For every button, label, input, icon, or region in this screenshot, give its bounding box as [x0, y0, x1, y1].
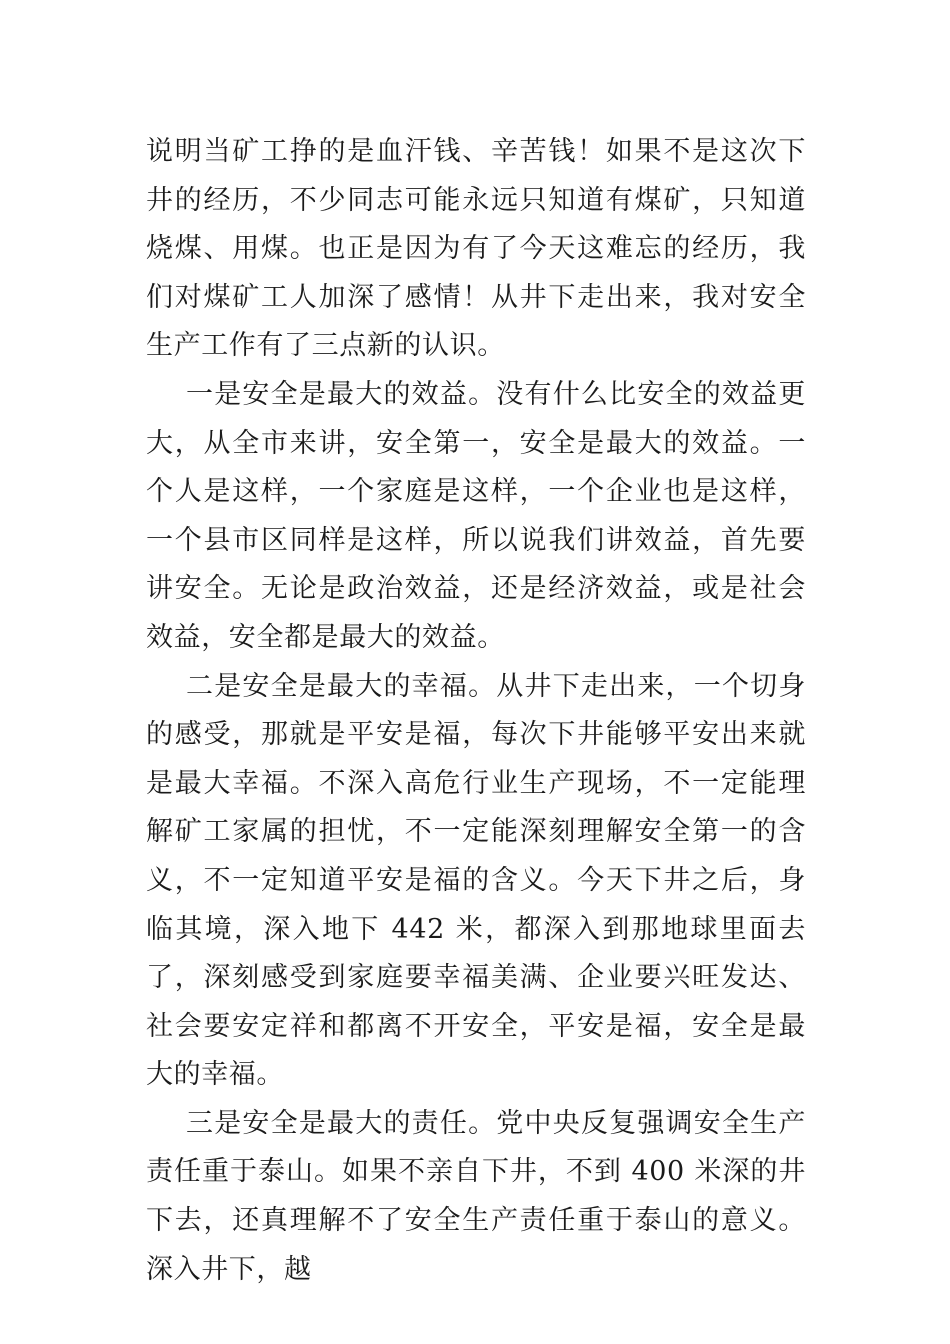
paragraph-point-two: 二是安全是最大的幸福。从井下走出来，一个切身的感受，那就是平安是福，每次下井能够平安出来就是最大幸福。不深入高危行业生产现场，不一定能理解矿工家属的担忧，不一定能深刻理解安全第一的含义，不一定知道平安是福的含义。今天下井之后，身临其境，深入地下 442 米，都深入到那地球里面去了，深刻感受到家庭要幸福美满、企业要兴旺发达、社会要安定祥和都离不开安全，平安是福，安全是最大的幸福。 — [146, 670, 806, 1091]
paragraph-point-three: 三是安全是最大的责任。党中央反复强调安全生产责任重于泰山。如果不亲自下井，不到 400 米深的井下去，还真理解不了安全生产责任重于泰山的意义。深入井下，越 — [146, 1107, 806, 1285]
document-body — [146, 128, 806, 1294]
paragraph-intro: 说明当矿工挣的是血汗钱、辛苦钱！如果不是这次下井的经历，不少同志可能永远只知道有煤矿，只知道烧煤、用煤。也正是因为有了今天这难忘的经历，我们对煤矿工人加深了感情！从井下走出来，我对安全生产工作有了三点新的认识。 — [146, 136, 806, 362]
paragraph-point-one: 一是安全是最大的效益。没有什么比安全的效益更大，从全市来讲，安全第一，安全是最大的效益。一个人是这样，一个家庭是这样，一个企业也是这样，一个县市区同样是这样，所以说我们讲效益，首先要讲安全。无论是政治效益，还是经济效益，或是社会效益，安全都是最大的效益。 — [146, 378, 806, 653]
